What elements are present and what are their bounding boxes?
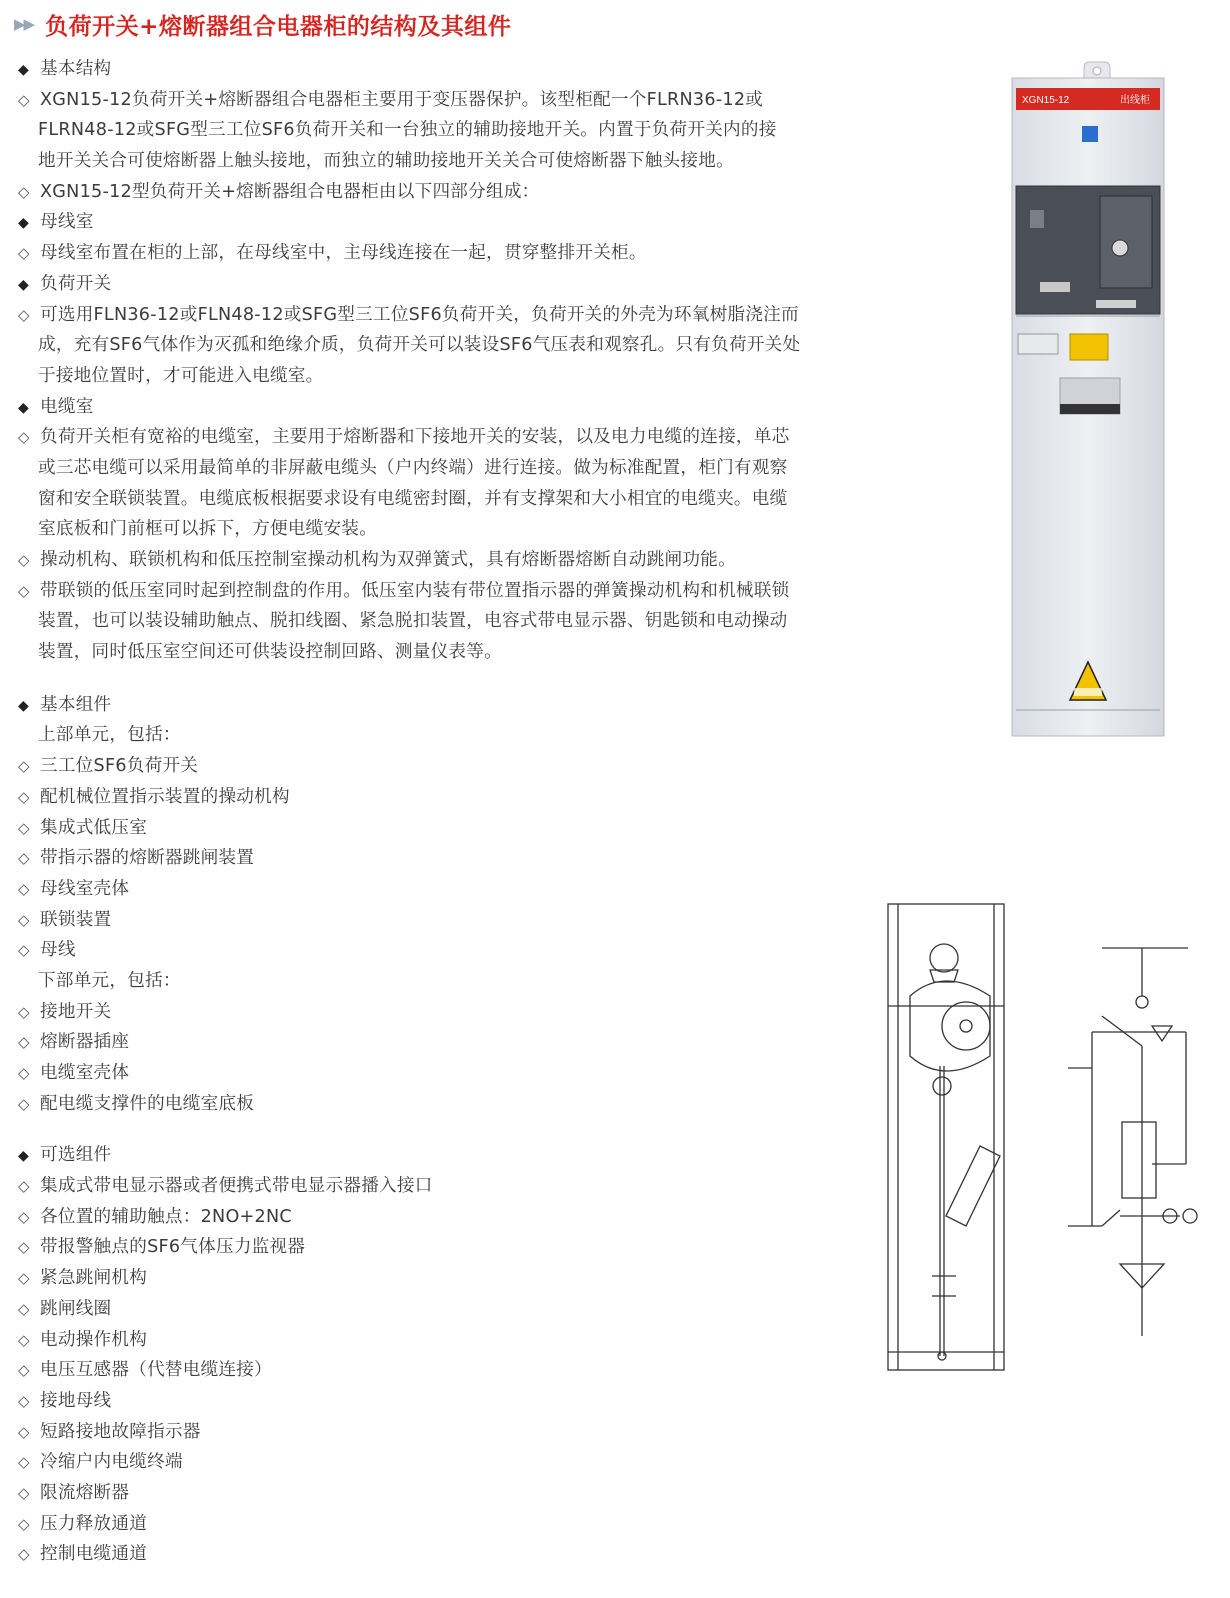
hollow-diamond-bullet-icon: ◇	[18, 1545, 30, 1564]
page-title: 负荷开关+熔断器组合电器柜的结构及其组件	[45, 13, 512, 40]
sub-label: 下部单元，包括：	[38, 970, 181, 991]
list-item: ◇ 紧急跳闸机构	[18, 1263, 918, 1294]
paragraph-line: 装置，同时低压室空间还可供装设控制回路、测量仪表等。	[38, 642, 502, 663]
section-heading: ◆ 电缆室	[18, 392, 918, 423]
hollow-diamond-bullet-icon: ◇	[18, 1033, 30, 1052]
cabinet-photo	[1010, 60, 1166, 738]
basic-components	[18, 690, 918, 1120]
paragraph-line: ◇ 母线室布置在柜的上部，在母线室中，主母线连接在一起，贯穿整排开关柜。	[18, 238, 918, 269]
hollow-diamond-bullet-icon: ◇	[18, 818, 30, 837]
list-item: ◇ 配电缆支撑件的电缆室底板	[18, 1089, 918, 1120]
paragraph-line: 装置，也可以装设辅助触点、脱扣线圈、紧急脱扣装置，电容式带电显示器、钥匙锁和电动操动	[38, 611, 788, 632]
list-item: ◇ 控制电缆通道	[18, 1539, 918, 1570]
section-heading: ◆ 母线室	[18, 207, 918, 238]
diamond-bullet-icon: ◆	[18, 276, 30, 293]
paragraph-line: 成，充有SF6气体作为灭孤和绝缘介质，负荷开关可以装设SF6气压表和观察孔。只有负荷开关处	[38, 335, 801, 356]
hollow-diamond-bullet-icon: ◇	[18, 1002, 30, 1021]
hollow-diamond-bullet-icon: ◇	[18, 1207, 30, 1226]
hollow-diamond-bullet-icon: ◇	[18, 787, 30, 806]
paragraph-line: ◇ 负荷开关柜有宽裕的电缆室，主要用于熔断器和下接地开关的安装，以及电力电缆的连接，单芯	[18, 422, 918, 453]
section-heading: ◆ 基本结构	[18, 54, 918, 85]
paragraph-line: 室底板和门前框可以拆下，方便电缆安装。	[38, 519, 378, 540]
list-item: ◇ 带报警触点的SF6气体压力监视器	[18, 1232, 918, 1263]
list-item: ◇ 各位置的辅助触点：2NO+2NC	[18, 1202, 918, 1233]
hollow-diamond-bullet-icon: ◇	[18, 1094, 30, 1113]
structure-description	[18, 54, 918, 668]
hollow-diamond-bullet-icon: ◇	[18, 879, 30, 898]
paragraph-line: 窗和安全联锁装置。电缆底板根据要求设有电缆密封圈，并有支撑架和大小相宜的电缆夹。电缆	[38, 488, 788, 509]
hollow-diamond-bullet-icon: ◇	[18, 551, 30, 569]
paragraph-line: ◇ 带联锁的低压室同时起到控制盘的作用。低压室内装有带位置指示器的弹簧操动机构和机械联锁	[18, 576, 918, 607]
list-item: ◇ 母线室壳体	[18, 874, 918, 905]
paragraph-line: ◇ 操动机构、联锁机构和低压控制室操动机构为双弹簧式，具有熔断器熔断自动跳闸功能。	[18, 545, 918, 576]
diamond-bullet-icon: ◆	[18, 62, 30, 78]
list-item: ◇ 电动操作机构	[18, 1325, 918, 1356]
hollow-diamond-bullet-icon: ◇	[18, 1361, 30, 1380]
list-item: ◇ 熔断器插座	[18, 1027, 918, 1058]
sub-label: 上部单元，包括：	[38, 725, 181, 746]
diamond-bullet-icon: ◆	[18, 697, 30, 714]
lower-unit-list	[18, 997, 918, 1120]
hollow-diamond-bullet-icon: ◇	[18, 90, 30, 109]
section-heading: ◆ 可选组件	[18, 1140, 918, 1171]
list-item: ◇ 集成式低压室	[18, 813, 918, 844]
hollow-diamond-bullet-icon: ◇	[18, 757, 30, 776]
paragraph-line: 于接地位置时，才可能进入电缆室。	[38, 365, 324, 386]
hollow-diamond-bullet-icon: ◇	[18, 849, 30, 868]
list-item: ◇ 电压互感器（代替电缆连接）	[18, 1355, 918, 1386]
hollow-diamond-bullet-icon: ◇	[18, 1064, 30, 1082]
hollow-diamond-bullet-icon: ◇	[18, 1453, 30, 1472]
hollow-diamond-bullet-icon: ◇	[18, 1330, 30, 1349]
section-heading: ◆ 基本组件	[18, 690, 918, 721]
list-item: ◇ 限流熔断器	[18, 1478, 918, 1509]
text-content	[18, 54, 918, 1570]
hollow-diamond-bullet-icon: ◇	[18, 244, 30, 263]
diamond-bullet-icon: ◆	[18, 399, 30, 416]
hollow-diamond-bullet-icon: ◇	[18, 910, 30, 929]
list-item: ◇ 跳闸线圈	[18, 1294, 918, 1325]
list-item: ◇ 三工位SF6负荷开关	[18, 751, 918, 782]
hollow-diamond-bullet-icon: ◇	[18, 1422, 30, 1441]
optional-list	[18, 1171, 918, 1570]
diamond-bullet-icon: ◆	[18, 1148, 30, 1165]
hollow-diamond-bullet-icon: ◇	[18, 1238, 30, 1257]
list-item: ◇ 压力释放通道	[18, 1509, 918, 1540]
diamond-bullet-icon: ◆	[18, 215, 30, 232]
list-item: ◇ 配机械位置指示装置的操动机构	[18, 782, 918, 813]
list-item: ◇ 带指示器的熔断器跳闸装置	[18, 843, 918, 874]
hollow-diamond-bullet-icon: ◇	[18, 941, 30, 960]
hollow-diamond-bullet-icon: ◇	[18, 1269, 30, 1288]
double-arrow-icon: ▶▶	[14, 15, 34, 33]
list-item: ◇ 母线	[18, 935, 918, 966]
hollow-diamond-bullet-icon: ◇	[18, 1299, 30, 1318]
paragraph-line: ◇ XGN15-12负荷开关+熔断器组合电器柜主要用于变压器保护。该型柜配一个FLRN36-12或	[18, 85, 918, 116]
hollow-diamond-bullet-icon: ◇	[18, 182, 30, 201]
type-label: 出线柜	[1120, 95, 1150, 106]
cabinet-schematic-diagram	[880, 896, 1210, 1380]
section-heading: ◆ 负荷开关	[18, 269, 918, 300]
paragraph-line: ◇ XGN15-12型负荷开关+熔断器组合电器柜由以下四部分组成：	[18, 177, 918, 208]
paragraph-line: ◇ 可选用FLN36-12或FLN48-12或SFG型三工位SF6负荷开关，负荷开关的外壳为环氧树脂浇注而	[18, 300, 918, 331]
page-header	[14, 6, 511, 42]
upper-unit-list	[18, 751, 918, 966]
hollow-diamond-bullet-icon: ◇	[18, 1483, 30, 1502]
hollow-diamond-bullet-icon: ◇	[18, 1391, 30, 1410]
list-item: ◇ 联锁装置	[18, 905, 918, 936]
optional-components	[18, 1140, 918, 1570]
hollow-diamond-bullet-icon: ◇	[18, 1177, 30, 1196]
hollow-diamond-bullet-icon: ◇	[18, 1514, 30, 1533]
list-item: ◇ 短路接地故障指示器	[18, 1417, 918, 1448]
list-item: ◇ 接地开关	[18, 997, 918, 1028]
paragraph-line: 地开关关合可使熔断器上触头接地，而独立的辅助接地开关关合可使熔断器下触头接地。	[38, 151, 734, 172]
paragraph-line: 或三芯电缆可以采用最简单的非屏蔽电缆头（户内终端）进行连接。做为标准配置，柜门有观察	[38, 457, 788, 478]
list-item: ◇ 冷缩户内电缆终端	[18, 1447, 918, 1478]
list-item: ◇ 接地母线	[18, 1386, 918, 1417]
list-item: ◇ 电缆室壳体	[18, 1058, 918, 1089]
paragraph-line: FLRN48-12或SFG型三工位SF6负荷开关和一台独立的辅助接地开关。内置于负荷开关内的接	[38, 120, 777, 141]
model-label: XGN15-12	[1022, 95, 1070, 106]
hollow-diamond-bullet-icon: ◇	[18, 305, 30, 324]
list-item: ◇ 集成式带电显示器或者便携式带电显示器播入接口	[18, 1171, 918, 1202]
hollow-diamond-bullet-icon: ◇	[18, 428, 30, 447]
hollow-diamond-bullet-icon: ◇	[18, 581, 30, 600]
